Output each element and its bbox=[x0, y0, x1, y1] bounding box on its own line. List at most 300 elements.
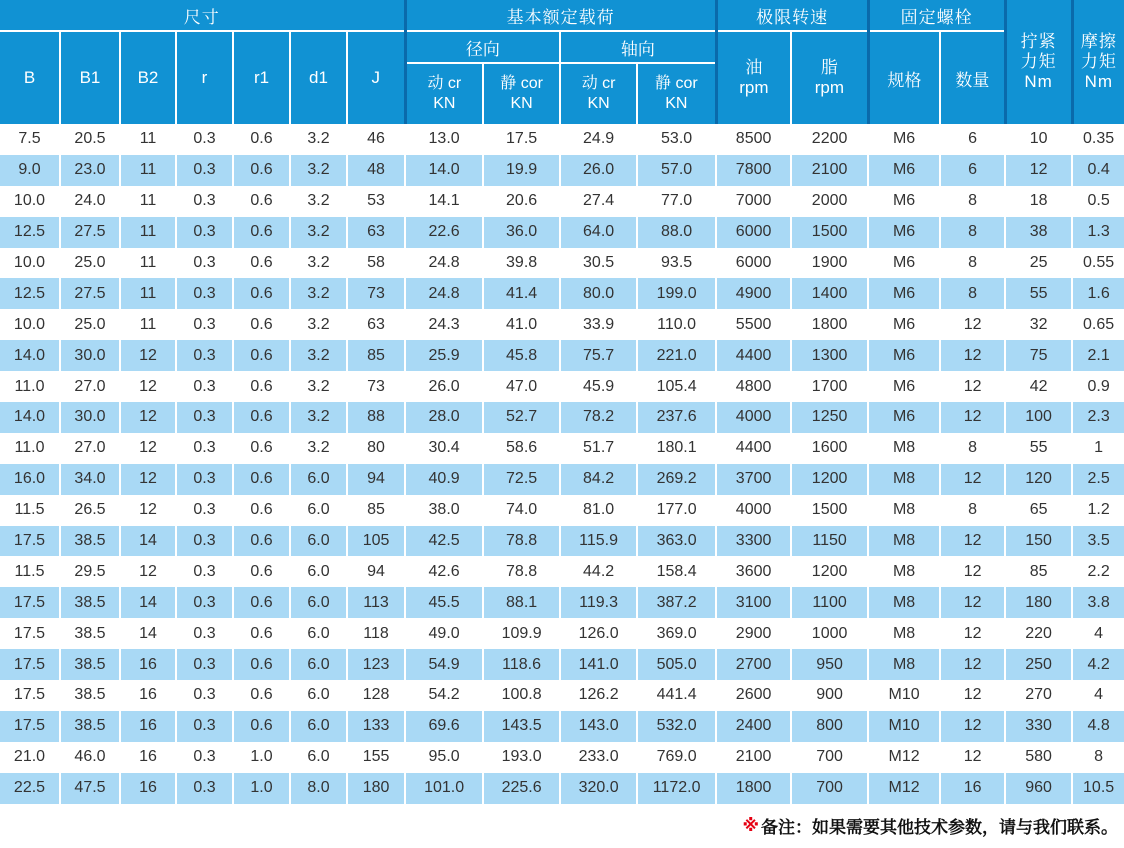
table-cell: 6.0 bbox=[290, 587, 347, 618]
table-cell: 3.2 bbox=[290, 248, 347, 279]
table-cell: 27.0 bbox=[60, 433, 120, 464]
friction-torque-line2: 力矩 bbox=[1080, 52, 1117, 71]
table-cell: 55 bbox=[1005, 433, 1072, 464]
table-cell: 0.6 bbox=[233, 587, 290, 618]
table-row bbox=[0, 526, 1124, 557]
table-cell: 65 bbox=[1005, 495, 1072, 526]
table-cell: 1.0 bbox=[233, 742, 290, 773]
table-cell: 6 bbox=[940, 155, 1005, 186]
table-cell: 14.0 bbox=[405, 155, 483, 186]
table-cell: M6 bbox=[868, 124, 940, 155]
table-cell: 38.0 bbox=[405, 495, 483, 526]
table-cell: 237.6 bbox=[637, 402, 716, 433]
table-row bbox=[0, 309, 1124, 340]
table-cell: 0.6 bbox=[233, 618, 290, 649]
table-cell: 58 bbox=[347, 248, 405, 279]
table-cell: 3.2 bbox=[290, 155, 347, 186]
table-cell: 30.0 bbox=[60, 402, 120, 433]
table-cell: 27.5 bbox=[60, 278, 120, 309]
table-cell: 0.3 bbox=[176, 186, 233, 217]
table-cell: M6 bbox=[868, 217, 940, 248]
table-cell: 0.6 bbox=[233, 526, 290, 557]
table-cell: 119.3 bbox=[560, 587, 637, 618]
table-cell: 73 bbox=[347, 371, 405, 402]
table-cell: 0.6 bbox=[233, 433, 290, 464]
table-cell: 320.0 bbox=[560, 773, 637, 804]
radial-static-label: 静 cor bbox=[500, 75, 543, 92]
table-cell: 105.4 bbox=[637, 371, 716, 402]
table-cell: 74.0 bbox=[483, 495, 560, 526]
table-cell: 11 bbox=[120, 217, 176, 248]
table-cell: 69.6 bbox=[405, 711, 483, 742]
col-friction-torque bbox=[1072, 0, 1124, 124]
table-cell: M8 bbox=[868, 556, 940, 587]
col-B2: B2 bbox=[120, 31, 176, 124]
table-cell: 47.0 bbox=[483, 371, 560, 402]
table-cell: 2.2 bbox=[1087, 562, 1110, 580]
table-cell: 12 bbox=[940, 680, 1005, 711]
table-cell: 85 bbox=[347, 340, 405, 371]
table-cell: 25 bbox=[1005, 248, 1072, 279]
table-cell: 12.5 bbox=[0, 217, 60, 248]
table-cell: 12 bbox=[120, 433, 176, 464]
table-cell: 0.4 bbox=[1087, 161, 1110, 179]
table-cell: 3.8 bbox=[1087, 593, 1110, 611]
table-cell: 20.5 bbox=[60, 124, 120, 155]
col-radial-dynamic bbox=[405, 63, 483, 124]
table-cell: 10.0 bbox=[0, 248, 60, 279]
table-cell: 0.3 bbox=[176, 124, 233, 155]
table-cell: 0.6 bbox=[233, 464, 290, 495]
table-cell: 12 bbox=[940, 711, 1005, 742]
table-cell: 1300 bbox=[791, 340, 868, 371]
table-cell: 12 bbox=[940, 371, 1005, 402]
table-cell: 0.55 bbox=[1083, 254, 1115, 271]
table-cell: 4900 bbox=[716, 278, 791, 309]
table-cell: 44.2 bbox=[560, 556, 637, 587]
table-cell: 0.3 bbox=[176, 248, 233, 279]
table-cell: 12 bbox=[120, 556, 176, 587]
table-cell: 14 bbox=[120, 587, 176, 618]
grease-unit: rpm bbox=[814, 78, 844, 97]
table-cell: 6.0 bbox=[290, 526, 347, 557]
footer-note bbox=[0, 804, 1124, 848]
table-cell: 900 bbox=[791, 680, 868, 711]
col-group-dimensions: 尺寸 bbox=[0, 0, 405, 31]
table-cell: 0.5 bbox=[1087, 192, 1110, 210]
table-cell: 4.8 bbox=[1087, 717, 1110, 735]
table-row bbox=[0, 773, 1124, 804]
table-cell: 2000 bbox=[791, 186, 868, 217]
table-cell: 0.3 bbox=[176, 217, 233, 248]
table-cell: 110.0 bbox=[637, 309, 716, 340]
table-cell: 17.5 bbox=[483, 124, 560, 155]
table-cell: 41.4 bbox=[483, 278, 560, 309]
table-cell: 0.6 bbox=[233, 556, 290, 587]
table-row bbox=[0, 340, 1124, 371]
table-cell: 14 bbox=[120, 526, 176, 557]
table-cell: 12 bbox=[120, 495, 176, 526]
table-cell: 225.6 bbox=[483, 773, 560, 804]
table-row bbox=[0, 248, 1124, 279]
table-cell: 6000 bbox=[716, 217, 791, 248]
table-cell: 36.0 bbox=[483, 217, 560, 248]
table-cell: 177.0 bbox=[637, 495, 716, 526]
table-cell: 3.2 bbox=[290, 124, 347, 155]
table-cell: M6 bbox=[868, 309, 940, 340]
table-cell: 270 bbox=[1005, 680, 1072, 711]
friction-torque-line1: 摩擦 bbox=[1080, 32, 1117, 51]
table-cell: 800 bbox=[791, 711, 868, 742]
table-cell: 4.2 bbox=[1087, 655, 1110, 673]
table-cell: 11 bbox=[120, 155, 176, 186]
table-cell: 14.1 bbox=[405, 186, 483, 217]
table-cell: 0.3 bbox=[176, 433, 233, 464]
table-cell: 12 bbox=[940, 402, 1005, 433]
table-cell: 1200 bbox=[791, 464, 868, 495]
table-cell: 6 bbox=[940, 124, 1005, 155]
table-cell: 0.35 bbox=[1083, 130, 1115, 148]
table-cell: 38 bbox=[1005, 217, 1072, 248]
axial-dynamic-label: 动 cr bbox=[581, 75, 616, 92]
col-oil-rpm bbox=[716, 31, 791, 124]
table-cell: M6 bbox=[868, 371, 940, 402]
table-cell: 0.3 bbox=[176, 155, 233, 186]
table-cell: 11.5 bbox=[0, 495, 60, 526]
axial-static-unit: KN bbox=[665, 95, 688, 112]
table-cell: 126.0 bbox=[560, 618, 637, 649]
table-cell: 25.9 bbox=[405, 340, 483, 371]
table-cell: 19.9 bbox=[483, 155, 560, 186]
table-cell: 7000 bbox=[716, 186, 791, 217]
table-cell: 6.0 bbox=[290, 680, 347, 711]
table-cell: 3.2 bbox=[290, 371, 347, 402]
table-cell: 24.8 bbox=[405, 248, 483, 279]
table-cell: 55 bbox=[1005, 278, 1072, 309]
table-cell: 0.6 bbox=[233, 309, 290, 340]
table-cell: 38.5 bbox=[60, 526, 120, 557]
table-cell: 42.6 bbox=[405, 556, 483, 587]
table-cell: 7800 bbox=[716, 155, 791, 186]
table-cell: 72.5 bbox=[483, 464, 560, 495]
table-cell: 0.6 bbox=[233, 649, 290, 680]
table-cell: 46 bbox=[347, 124, 405, 155]
table-cell: 123 bbox=[347, 649, 405, 680]
table-cell: 0.6 bbox=[233, 680, 290, 711]
table-cell: 57.0 bbox=[637, 155, 716, 186]
table-cell: 126.2 bbox=[560, 680, 637, 711]
table-cell: 73 bbox=[347, 278, 405, 309]
col-r1: r1 bbox=[233, 31, 290, 124]
table-cell: 1000 bbox=[791, 618, 868, 649]
table-cell: 4400 bbox=[716, 433, 791, 464]
table-cell: 505.0 bbox=[637, 649, 716, 680]
table-row bbox=[0, 433, 1124, 464]
col-tightening-torque bbox=[1005, 0, 1072, 124]
table-cell: 250 bbox=[1005, 649, 1072, 680]
table-cell: 8 bbox=[940, 278, 1005, 309]
table-cell: 17.5 bbox=[0, 618, 60, 649]
table-cell: 14.0 bbox=[0, 402, 60, 433]
table-cell: 8 bbox=[940, 186, 1005, 217]
table-cell: M6 bbox=[868, 340, 940, 371]
table-row bbox=[0, 742, 1124, 773]
table-cell: 16.0 bbox=[0, 464, 60, 495]
table-cell: 16 bbox=[120, 711, 176, 742]
col-group-limit-speed: 极限转速 bbox=[716, 0, 868, 31]
table-cell: 8 bbox=[940, 433, 1005, 464]
table-cell: 18 bbox=[1005, 186, 1072, 217]
table-cell: 45.9 bbox=[560, 371, 637, 402]
table-cell: 3600 bbox=[716, 556, 791, 587]
col-group-fixing-bolt: 固定螺栓 bbox=[868, 0, 1005, 31]
table-cell: 49.0 bbox=[405, 618, 483, 649]
table-cell: 11 bbox=[120, 124, 176, 155]
col-axial-static bbox=[637, 63, 716, 124]
table-cell: 0.6 bbox=[233, 402, 290, 433]
table-row bbox=[0, 680, 1124, 711]
table-cell: 115.9 bbox=[560, 526, 637, 557]
table-cell: 158.4 bbox=[637, 556, 716, 587]
table-cell: 1100 bbox=[791, 587, 868, 618]
table-cell: 141.0 bbox=[560, 649, 637, 680]
table-body bbox=[0, 124, 1124, 804]
table-cell: 17.5 bbox=[0, 526, 60, 557]
table-cell: 63 bbox=[347, 309, 405, 340]
table-row bbox=[0, 402, 1124, 433]
table-cell: 16 bbox=[120, 773, 176, 804]
table-cell: 78.8 bbox=[483, 526, 560, 557]
table-cell: 100 bbox=[1005, 402, 1072, 433]
table-cell: 85 bbox=[1005, 556, 1072, 587]
table-cell: 0.6 bbox=[233, 155, 290, 186]
table-cell: M8 bbox=[868, 464, 940, 495]
table-cell: 0.6 bbox=[233, 278, 290, 309]
table-cell: 9.0 bbox=[0, 155, 60, 186]
table-cell: 1.3 bbox=[1087, 223, 1110, 241]
table-cell: 0.6 bbox=[233, 248, 290, 279]
table-cell: 48 bbox=[347, 155, 405, 186]
table-cell: 700 bbox=[791, 742, 868, 773]
table-cell: 180 bbox=[1005, 587, 1072, 618]
table-cell: 12.5 bbox=[0, 278, 60, 309]
table-cell: 45.5 bbox=[405, 587, 483, 618]
table-cell: 11.0 bbox=[0, 371, 60, 402]
table-cell: 3.2 bbox=[290, 186, 347, 217]
table-cell: 81.0 bbox=[560, 495, 637, 526]
table-cell: 580 bbox=[1005, 742, 1072, 773]
table-cell: 0.6 bbox=[233, 371, 290, 402]
table-cell: 8.0 bbox=[290, 773, 347, 804]
table-cell: 0.3 bbox=[176, 618, 233, 649]
table-cell: 38.5 bbox=[60, 587, 120, 618]
table-cell: 150 bbox=[1005, 526, 1072, 557]
col-radial-static bbox=[483, 63, 560, 124]
table-cell: 6000 bbox=[716, 248, 791, 279]
table-cell: 2.5 bbox=[1087, 470, 1110, 488]
table-cell: 8 bbox=[940, 217, 1005, 248]
table-cell: 6.0 bbox=[290, 649, 347, 680]
table-cell: 0.3 bbox=[176, 556, 233, 587]
table-cell: 30.0 bbox=[60, 340, 120, 371]
table-cell: 12 bbox=[120, 464, 176, 495]
table-cell: 0.3 bbox=[176, 309, 233, 340]
table-cell: 10.0 bbox=[0, 309, 60, 340]
table-cell: 8 bbox=[940, 495, 1005, 526]
radial-static-unit: KN bbox=[510, 95, 533, 112]
table-cell: 0.6 bbox=[233, 186, 290, 217]
table-cell: M8 bbox=[868, 495, 940, 526]
table-cell: M6 bbox=[868, 155, 940, 186]
table-cell: 64.0 bbox=[560, 217, 637, 248]
table-cell: 14 bbox=[120, 618, 176, 649]
table-cell: 46.0 bbox=[60, 742, 120, 773]
table-cell: 1800 bbox=[791, 309, 868, 340]
table-cell: 80 bbox=[347, 433, 405, 464]
table-cell: 25.0 bbox=[60, 248, 120, 279]
table-cell: 155 bbox=[347, 742, 405, 773]
tightening-torque-line1: 拧紧 bbox=[1020, 32, 1057, 51]
table-cell: 2700 bbox=[716, 649, 791, 680]
table-cell: 2400 bbox=[716, 711, 791, 742]
table-cell: 3.2 bbox=[290, 433, 347, 464]
table-cell: 6.0 bbox=[290, 495, 347, 526]
table-cell: 0.6 bbox=[233, 495, 290, 526]
table-cell: 78.2 bbox=[560, 402, 637, 433]
table-cell: 0.6 bbox=[233, 217, 290, 248]
table-cell: 12 bbox=[1005, 155, 1072, 186]
table-cell: 133 bbox=[347, 711, 405, 742]
table-cell: 3.2 bbox=[290, 340, 347, 371]
table-cell: 1250 bbox=[791, 402, 868, 433]
table-cell: 2100 bbox=[716, 742, 791, 773]
table-cell: 0.3 bbox=[176, 680, 233, 711]
table-cell: 47.5 bbox=[60, 773, 120, 804]
table-cell: 960 bbox=[1005, 773, 1072, 804]
table-cell: 22.6 bbox=[405, 217, 483, 248]
table-cell: 8 bbox=[940, 248, 1005, 279]
table-cell: 3700 bbox=[716, 464, 791, 495]
table-cell: M10 bbox=[868, 711, 940, 742]
table-cell: 330 bbox=[1005, 711, 1072, 742]
table-cell: 532.0 bbox=[637, 711, 716, 742]
table-cell: 3.2 bbox=[290, 217, 347, 248]
table-cell: 38.5 bbox=[60, 618, 120, 649]
table-cell: 54.9 bbox=[405, 649, 483, 680]
table-cell: 12 bbox=[120, 340, 176, 371]
table-cell: 45.8 bbox=[483, 340, 560, 371]
col-B: B bbox=[0, 31, 60, 124]
table-row bbox=[0, 464, 1124, 495]
table-cell: 0.6 bbox=[233, 124, 290, 155]
table-cell: 32 bbox=[1005, 309, 1072, 340]
table-cell: M12 bbox=[868, 773, 940, 804]
table-cell: 7.5 bbox=[0, 124, 60, 155]
table-cell: 12 bbox=[940, 309, 1005, 340]
table-cell: 221.0 bbox=[637, 340, 716, 371]
table-cell: 26.0 bbox=[560, 155, 637, 186]
table-cell: 23.0 bbox=[60, 155, 120, 186]
table-cell: 38.5 bbox=[60, 649, 120, 680]
table-cell: 11 bbox=[120, 309, 176, 340]
table-cell: 20.6 bbox=[483, 186, 560, 217]
note-text: 备注：如果需要其他技术参数，请与我们联系。 bbox=[761, 818, 1118, 838]
table-cell: 4400 bbox=[716, 340, 791, 371]
col-subgroup-axial: 轴向 bbox=[560, 31, 716, 63]
table-cell: M10 bbox=[868, 680, 940, 711]
table-cell: 3.2 bbox=[290, 278, 347, 309]
col-axial-dynamic bbox=[560, 63, 637, 124]
table-cell: 78.8 bbox=[483, 556, 560, 587]
table-cell: 39.8 bbox=[483, 248, 560, 279]
table-cell: 0.3 bbox=[176, 278, 233, 309]
table-cell: M8 bbox=[868, 618, 940, 649]
tightening-torque-unit: Nm bbox=[1024, 72, 1053, 91]
table-cell: 2.3 bbox=[1087, 408, 1110, 426]
table-cell: 42.5 bbox=[405, 526, 483, 557]
table-row bbox=[0, 278, 1124, 309]
table-cell: 1500 bbox=[791, 495, 868, 526]
note-asterisk-mark: ※ bbox=[742, 815, 759, 835]
table-cell: 1900 bbox=[791, 248, 868, 279]
table-cell: M8 bbox=[868, 587, 940, 618]
table-cell: 11 bbox=[120, 248, 176, 279]
table-cell: 6.0 bbox=[290, 618, 347, 649]
col-grease-rpm bbox=[791, 31, 868, 124]
table-cell: 6.0 bbox=[290, 556, 347, 587]
table-cell: 0.3 bbox=[176, 649, 233, 680]
table-cell: 4 bbox=[1094, 686, 1104, 704]
table-cell: 93.5 bbox=[637, 248, 716, 279]
table-cell: 24.9 bbox=[560, 124, 637, 155]
friction-torque-unit: Nm bbox=[1084, 72, 1114, 91]
table-cell: 34.0 bbox=[60, 464, 120, 495]
table-cell: 6.0 bbox=[290, 711, 347, 742]
table-cell: 220 bbox=[1005, 618, 1072, 649]
table-cell: 24.3 bbox=[405, 309, 483, 340]
table-cell: 94 bbox=[347, 556, 405, 587]
table-cell: 12 bbox=[120, 402, 176, 433]
table-cell: 180 bbox=[347, 773, 405, 804]
table-row bbox=[0, 217, 1124, 248]
table-cell: 85 bbox=[347, 495, 405, 526]
table-cell: M8 bbox=[868, 526, 940, 557]
table-cell: 2600 bbox=[716, 680, 791, 711]
table-cell: 128 bbox=[347, 680, 405, 711]
table-cell: 113 bbox=[347, 587, 405, 618]
table-cell: 1.2 bbox=[1087, 501, 1110, 519]
table-row bbox=[0, 649, 1124, 680]
table-cell: 53 bbox=[347, 186, 405, 217]
table-cell: 3100 bbox=[716, 587, 791, 618]
table-cell: 6.0 bbox=[290, 464, 347, 495]
table-cell: 26.0 bbox=[405, 371, 483, 402]
table-cell: 58.6 bbox=[483, 433, 560, 464]
table-cell: 24.8 bbox=[405, 278, 483, 309]
table-cell: 30.5 bbox=[560, 248, 637, 279]
table-cell: 88.1 bbox=[483, 587, 560, 618]
table-cell: 700 bbox=[791, 773, 868, 804]
table-cell: 75.7 bbox=[560, 340, 637, 371]
table-cell: 63 bbox=[347, 217, 405, 248]
table-cell: 38.5 bbox=[60, 680, 120, 711]
table-cell: 3.2 bbox=[290, 309, 347, 340]
table-cell: 10.5 bbox=[1083, 779, 1115, 797]
table-cell: M6 bbox=[868, 278, 940, 309]
table-cell: 0.6 bbox=[233, 711, 290, 742]
table-header bbox=[0, 0, 1124, 124]
col-bolt-spec: 规格 bbox=[868, 31, 940, 124]
